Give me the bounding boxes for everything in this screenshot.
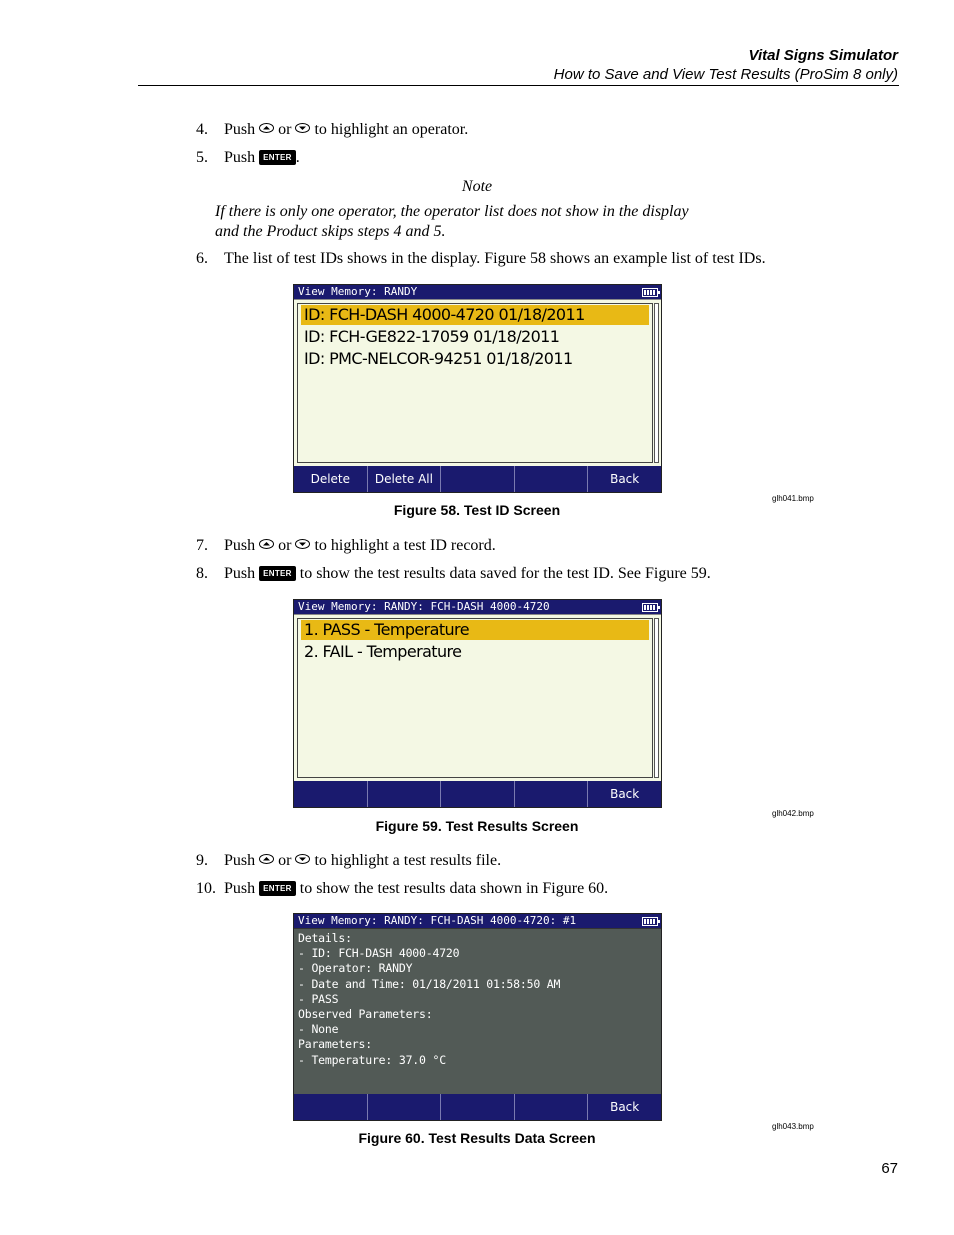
page-number: 67 xyxy=(881,1160,898,1177)
screen-title-bar: View Memory: RANDY xyxy=(294,285,661,299)
running-header-title: Vital Signs Simulator xyxy=(748,47,898,64)
figure-59-screen xyxy=(293,599,662,808)
list-item[interactable]: ID: FCH-GE822-17059 01/18/2011 xyxy=(304,327,560,346)
observed-parameters-heading: Observed Parameters: xyxy=(298,1007,433,1022)
enter-key-icon: ENTER xyxy=(259,881,296,896)
figure-59-filename: glh042.bmp xyxy=(772,809,814,818)
figure-58-caption: Figure 58. Test ID Screen xyxy=(393,502,561,518)
note-line-2: and the Product skips steps 4 and 5. xyxy=(215,223,446,240)
screen-title-bar: View Memory: RANDY: FCH-DASH 4000-4720 xyxy=(294,600,661,614)
figure-60-caption: Figure 60. Test Results Data Screen xyxy=(358,1130,596,1146)
up-arrow-key-icon xyxy=(259,123,274,133)
back-softkey[interactable]: Back xyxy=(587,1094,661,1120)
delete-softkey[interactable]: Delete xyxy=(310,472,351,486)
softkey-3[interactable] xyxy=(440,781,514,807)
figure-59-caption: Figure 59. Test Results Screen xyxy=(375,818,579,834)
softkey-3[interactable] xyxy=(440,466,514,492)
delete-all-softkey[interactable]: Delete All xyxy=(367,466,441,492)
back-softkey[interactable]: Back xyxy=(587,466,661,492)
detail-operator: - Operator: RANDY xyxy=(298,961,413,976)
list-item[interactable]: 2. FAIL - Temperature xyxy=(304,642,462,661)
softkey-4[interactable] xyxy=(514,1094,588,1120)
parameters-heading: Parameters: xyxy=(298,1037,372,1052)
test-results-details xyxy=(294,928,661,1094)
softkey-2[interactable] xyxy=(367,781,441,807)
detail-result: - PASS xyxy=(298,991,339,1006)
figure-60-screen xyxy=(293,913,662,1121)
note-line-1: If there is only one operator, the operator list does not show in the display xyxy=(215,203,689,220)
header-rule xyxy=(138,85,899,86)
up-arrow-key-icon xyxy=(259,539,274,549)
detail-date-time: - Date and Time: 01/18/2011 01:58:50 AM xyxy=(298,976,561,991)
parameter-temperature: - Temperature: 37.0 °C xyxy=(298,1052,446,1067)
details-heading: Details: xyxy=(298,931,352,945)
battery-icon xyxy=(642,603,658,612)
note-title: Note xyxy=(461,178,493,195)
list-item[interactable]: ID: PMC-NELCOR-94251 01/18/2011 xyxy=(304,349,573,368)
figure-58-screen xyxy=(293,284,662,493)
softkey-4[interactable] xyxy=(514,781,588,807)
screen-list xyxy=(294,299,661,466)
softkey-4[interactable] xyxy=(514,466,588,492)
down-arrow-key-icon xyxy=(295,854,310,864)
battery-icon xyxy=(642,288,658,297)
running-header-subtitle: How to Save and View Test Results (ProSim 8 only) xyxy=(553,66,898,83)
scrollbar[interactable] xyxy=(654,303,659,463)
list-item-selected[interactable]: ID: FCH-DASH 4000-4720 01/18/2011 xyxy=(301,305,649,325)
enter-key-icon: ENTER xyxy=(259,566,296,581)
list-item-selected[interactable]: 1. PASS - Temperature xyxy=(301,620,649,640)
screen-title-bar: View Memory: RANDY: FCH-DASH 4000-4720: #1 xyxy=(294,914,661,928)
enter-key-icon: ENTER xyxy=(259,150,296,165)
detail-id: - ID: FCH-DASH 4000-4720 xyxy=(298,946,460,961)
down-arrow-key-icon xyxy=(295,539,310,549)
softkey-1[interactable] xyxy=(294,781,367,807)
softkey-2[interactable] xyxy=(367,1094,441,1120)
figure-58-filename: glh041.bmp xyxy=(772,494,814,503)
up-arrow-key-icon xyxy=(259,854,274,864)
scrollbar[interactable] xyxy=(654,618,659,778)
figure-60-filename: glh043.bmp xyxy=(772,1122,814,1131)
softkey-1[interactable] xyxy=(294,1094,367,1120)
softkey-bar xyxy=(294,1094,661,1120)
softkey-bar xyxy=(294,466,661,492)
softkey-bar xyxy=(294,781,661,807)
down-arrow-key-icon xyxy=(295,123,310,133)
battery-icon xyxy=(642,917,658,926)
back-softkey[interactable]: Back xyxy=(587,781,661,807)
observed-parameters-value: - None xyxy=(298,1022,339,1037)
softkey-3[interactable] xyxy=(440,1094,514,1120)
screen-list xyxy=(294,614,661,781)
